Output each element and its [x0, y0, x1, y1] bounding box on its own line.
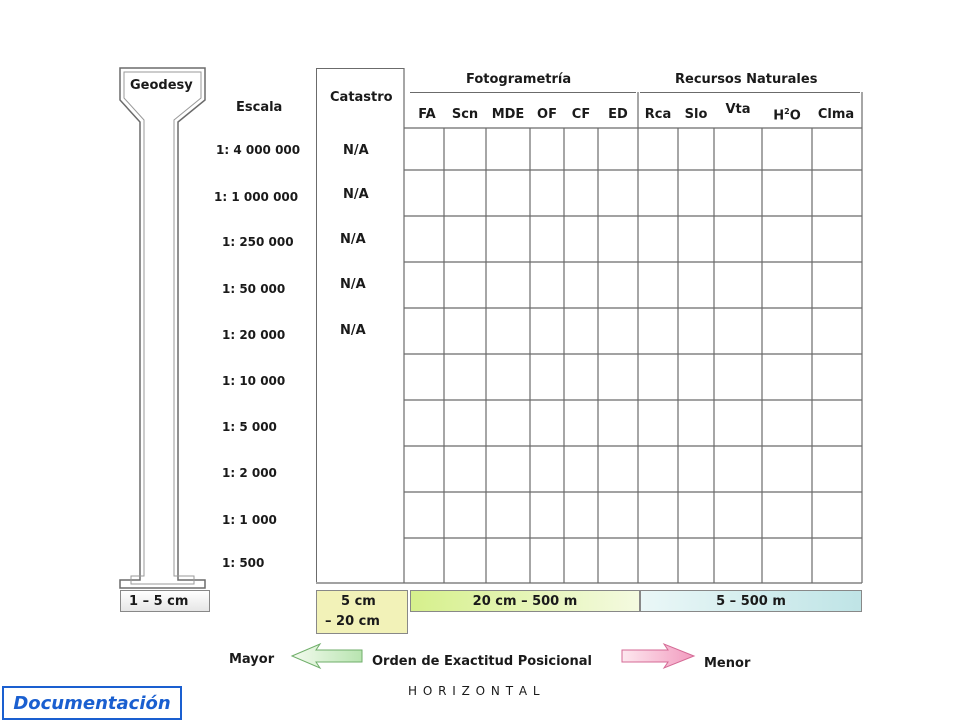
catastro-na: N/A — [340, 323, 366, 338]
scale-row: 1: 4 000 000 — [216, 143, 301, 157]
col-header-fa: FA — [418, 107, 436, 122]
col-header-clma: Clma — [817, 107, 855, 122]
catastro-na: N/A — [343, 187, 369, 202]
arrow-right-icon — [622, 644, 694, 668]
h2o-h: H — [773, 108, 785, 124]
legend-menor: Menor — [704, 656, 751, 671]
catastro-accuracy-line2: – 20 cm — [325, 614, 380, 629]
col-header-vta: Vta — [725, 102, 751, 117]
catastro-label: Catastro — [330, 90, 393, 105]
col-header-slo: Slo — [684, 107, 708, 122]
scale-row: 1: 1 000 — [222, 513, 277, 527]
col-header-mde: MDE — [491, 107, 525, 122]
fotogrametria-label: Fotogrametría — [466, 72, 572, 87]
scale-row: 1: 2 000 — [222, 466, 277, 480]
catastro-na: N/A — [343, 143, 369, 158]
arrow-left-icon — [292, 644, 362, 668]
scale-row: 1: 250 000 — [222, 235, 294, 249]
catastro-na: N/A — [340, 277, 366, 292]
recursos-accuracy: 5 – 500 m — [716, 593, 786, 609]
col-header-ed: ED — [608, 107, 628, 122]
scale-row: 1: 500 — [222, 556, 265, 570]
col-header-rca: Rca — [644, 107, 672, 122]
geodesy-accuracy: 1 – 5 cm — [129, 593, 189, 609]
scale-row: 1: 5 000 — [222, 420, 277, 434]
catastro-accuracy-line1: 5 cm — [341, 594, 376, 609]
col-header-of: OF — [537, 107, 557, 122]
legend-orden: Orden de Exactitud Posicional — [372, 654, 592, 669]
documentacion-button[interactable] — [2, 686, 182, 720]
geodesy-label: Geodesy — [130, 78, 193, 93]
escala-label: Escala — [236, 100, 283, 115]
scale-row: 1: 10 000 — [222, 374, 286, 388]
h2o-o: O — [789, 108, 801, 124]
scale-row: 1: 1 000 000 — [214, 190, 299, 204]
col-header-scn: Scn — [451, 107, 479, 122]
recursos-label: Recursos Naturales — [675, 72, 818, 87]
catastro-na: N/A — [340, 232, 366, 247]
legend-horizontal: H O R I Z O N T A L — [408, 684, 541, 698]
scale-row: 1: 20 000 — [222, 328, 286, 342]
h2o-sup: 2 — [784, 107, 790, 116]
legend-mayor: Mayor — [229, 652, 275, 667]
col-header-cf: CF — [571, 107, 591, 122]
fotogrametria-accuracy: 20 cm – 500 m — [472, 593, 578, 609]
scale-row: 1: 50 000 — [222, 282, 286, 296]
documentacion-label: Documentación — [13, 692, 171, 714]
